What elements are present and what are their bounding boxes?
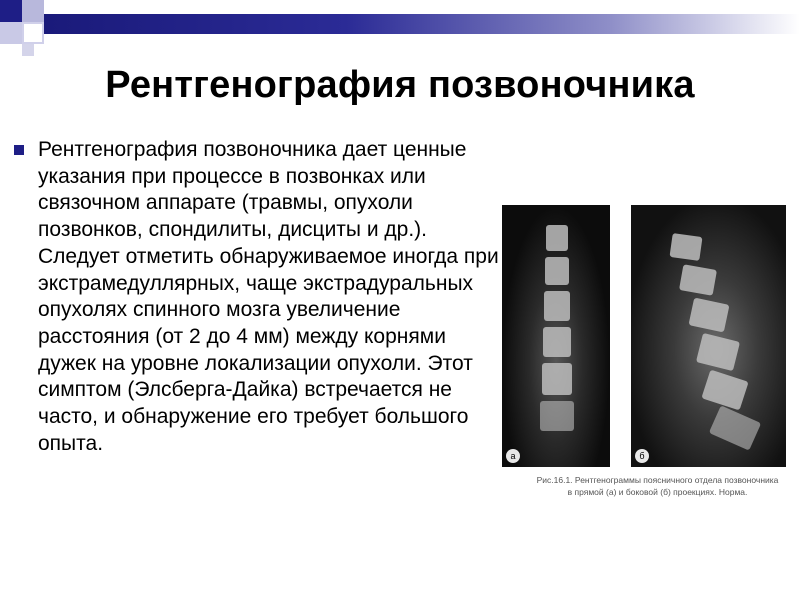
xray-frontal-image: [502, 205, 610, 467]
decor-square: [0, 0, 22, 22]
slide-title: Рентгенография позвоночника: [105, 64, 695, 106]
square-bullet-icon: [14, 145, 24, 155]
slide-body-text: Рентгенография позвоночника дает ценные указания при процессе в позвонках или связочном аппарате (травмы, опухоли позвонков, спондилиты, дисциты и др.). Следует отметить обнаруживаемое иногда при экстрамедуллярных, чаще экстрадуральных опухолях спинного мозга увеличение расстояния (от 2 до 4 мм) между корнями дужек на уровне локализации опухоли. Этот симптом (Элсберга-Дайка) встречается не часто, и обнаружение его требует большого опыта.: [38, 138, 499, 455]
caption-line-1: Рис.16.1. Рентгенограммы поясничного отдела позвоночника: [536, 475, 779, 485]
panel-label-a: а: [506, 449, 520, 463]
decor-square: [22, 22, 44, 44]
panel-label-b: б: [635, 449, 649, 463]
xray-lateral-image: [631, 205, 786, 467]
caption-line-2: в прямой (а) и боковой (б) проекциях. Норма.: [567, 487, 748, 497]
decor-square: [22, 44, 34, 56]
header-bar: [44, 14, 800, 34]
decor-square: [22, 0, 44, 22]
decor-square: [0, 22, 22, 44]
figure-caption: [520, 474, 795, 498]
